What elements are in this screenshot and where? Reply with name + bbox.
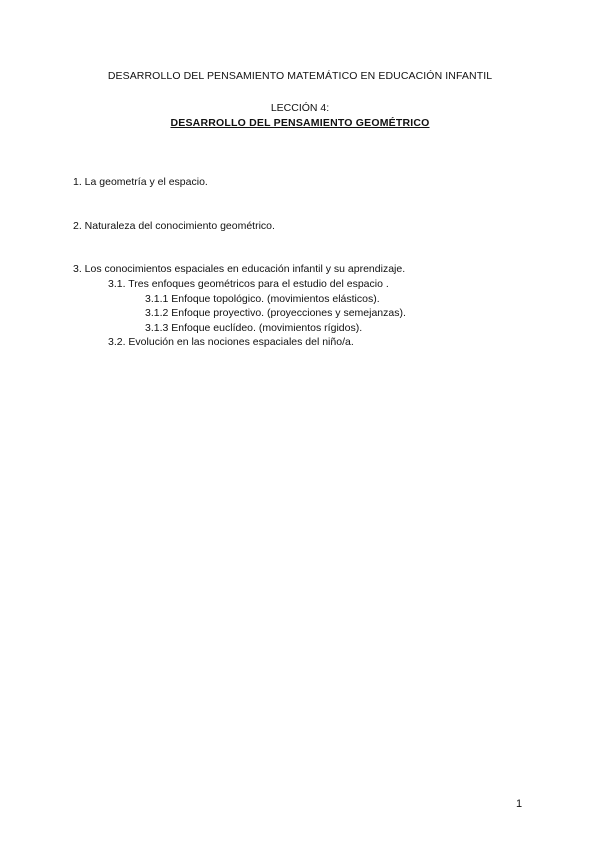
toc-item-1: 1. La geometría y el espacio.: [73, 176, 208, 188]
toc-item-3-1-3: 3.1.3 Enfoque euclídeo. (movimientos rígidos).: [145, 322, 363, 334]
page-number: 1: [516, 798, 523, 810]
toc-item-2: 2. Naturaleza del conocimiento geométrico.: [73, 220, 275, 232]
toc-item-3-1: 3.1. Tres enfoques geométricos para el estudio del espacio .: [108, 278, 389, 290]
lesson-title: DESARROLLO DEL PENSAMIENTO GEOMÉTRICO: [170, 117, 430, 129]
toc-item-3-1-1: 3.1.1 Enfoque topológico. (movimientos elásticos).: [145, 293, 380, 305]
course-title: DESARROLLO DEL PENSAMIENTO MATEMÁTICO EN EDUCACIÓN INFANTIL: [107, 70, 493, 82]
toc-item-3-1-2: 3.1.2 Enfoque proyectivo. (proyecciones y semejanzas).: [145, 307, 406, 319]
lesson-label: LECCIÓN 4:: [270, 102, 330, 114]
toc-item-3-2: 3.2. Evolución en las nociones espaciales del niño/a.: [108, 336, 354, 348]
toc-item-3: 3. Los conocimientos espaciales en educación infantil y su aprendizaje.: [73, 263, 406, 275]
